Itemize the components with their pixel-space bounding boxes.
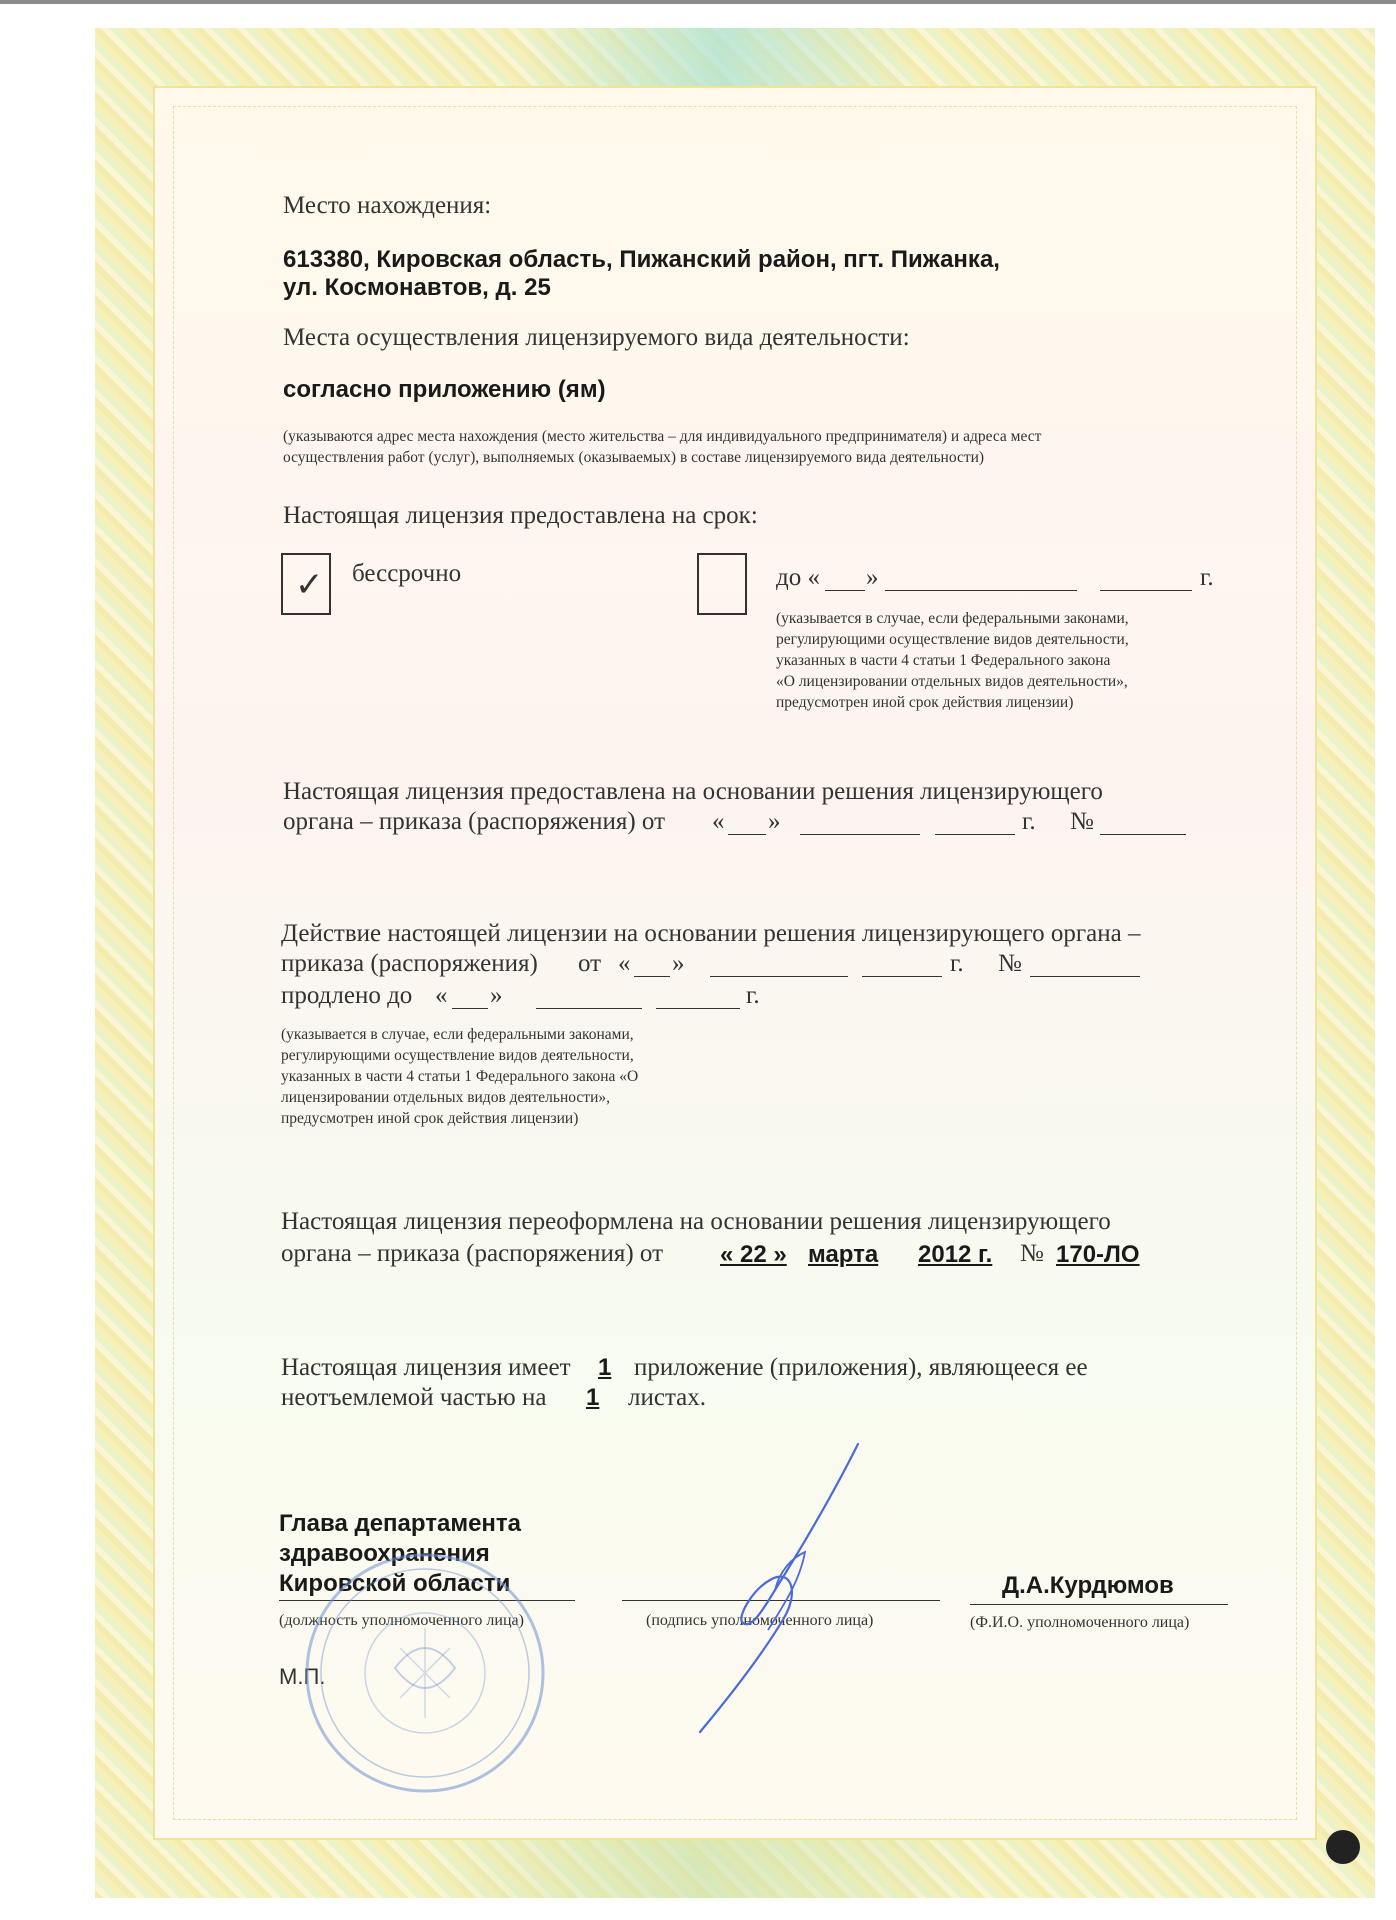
appendix-line-1b: приложение (приложения), являющееся ее xyxy=(634,1354,1088,1381)
name-caption: (Ф.И.О. уполномоченного лица) xyxy=(970,1614,1190,1631)
until-year-suffix: г. xyxy=(1200,564,1214,591)
extension-line-1: Действие настоящей лицензии на основании решения лицензирующего органа – xyxy=(281,920,1141,947)
extension-year-suffix: г. xyxy=(950,950,964,977)
extension-until-year-line xyxy=(656,1008,740,1009)
term-label: Настоящая лицензия предоставлена на срок: xyxy=(283,502,758,529)
unlimited-checkbox[interactable] xyxy=(281,553,331,615)
reissue-number: 170-ЛО xyxy=(1056,1241,1140,1268)
position-caption: (должность уполномоченного лица) xyxy=(279,1612,524,1629)
extension-year-line xyxy=(862,976,942,977)
handwritten-signature xyxy=(680,1440,880,1740)
activity-places-note-2: осуществления работ (услуг), выполняемых (оказываемых) в составе лицензируемого вида деятельности) xyxy=(283,449,985,466)
appendix-line-1a: Настоящая лицензия имеет xyxy=(281,1354,571,1381)
activity-places-value: согласно приложению (ям) xyxy=(283,376,606,403)
punch-hole xyxy=(1326,1830,1360,1864)
top-ornament xyxy=(520,28,920,86)
appendix-line-2a: неотъемлемой частью на xyxy=(281,1384,547,1411)
seal-label: М.П. xyxy=(279,1664,326,1689)
extension-note-1: (указывается в случае, если федеральными законами, xyxy=(281,1026,634,1043)
until-prefix: до « xyxy=(776,564,820,591)
extension-until-month-line xyxy=(536,1008,642,1009)
appendix-line-2b: листах. xyxy=(628,1384,707,1411)
bottom-ornament xyxy=(420,1840,980,1898)
basis-number-line xyxy=(1100,834,1186,835)
extension-month-line xyxy=(710,976,848,977)
signature-caption: (подпись уполномоченного лица) xyxy=(646,1612,874,1629)
extension-from: от xyxy=(578,950,602,977)
official-seal xyxy=(300,1548,550,1798)
extension-line-2: приказа (распоряжения) xyxy=(281,950,538,977)
activity-places-note-1: (указываются адрес места нахождения (место жительства – для индивидуального предпринимателя) и адреса мест xyxy=(283,428,1042,445)
basis-line-1: Настоящая лицензия предоставлена на основании решения лицензирующего xyxy=(283,778,1103,805)
check-mark-icon: ✓ xyxy=(295,565,324,605)
term-note-3: указанных в части 4 статьи 1 Федерального закона xyxy=(776,652,1111,669)
term-note-5: предусмотрен иной срок действия лицензии) xyxy=(776,694,1074,711)
basis-quote-open: « xyxy=(712,808,725,835)
until-day-line xyxy=(825,590,865,591)
term-note-1: (указывается в случае, если федеральными законами, xyxy=(776,610,1129,627)
extension-until-quote-open: « xyxy=(435,982,448,1009)
basis-line-2: органа – приказа (распоряжения) от xyxy=(283,808,666,835)
signer-name: Д.А.Курдюмов xyxy=(1002,1572,1174,1599)
until-year-line xyxy=(1100,590,1192,591)
extension-day-line xyxy=(634,976,670,977)
extension-until-year-suffix: г. xyxy=(746,982,760,1009)
reissue-line-2: органа – приказа (распоряжения) от xyxy=(281,1240,664,1267)
until-checkbox[interactable] xyxy=(697,553,747,615)
reissue-month: марта xyxy=(808,1241,879,1268)
term-note-4: «О лицензировании отдельных видов деятельности», xyxy=(776,673,1128,690)
basis-year-suffix: г. xyxy=(1022,808,1036,835)
position-line-3: Кировской области xyxy=(279,1570,511,1597)
extension-line-3: продлено до xyxy=(281,982,413,1009)
scan-top-edge xyxy=(0,0,1396,4)
until-month-line xyxy=(885,590,1077,591)
extension-number-line xyxy=(1030,976,1140,977)
position-line-1: Глава департамента xyxy=(279,1510,522,1537)
extension-quote-open: « xyxy=(618,950,631,977)
basis-year-line xyxy=(935,834,1015,835)
position-line-2: здравоохранения xyxy=(279,1540,490,1567)
until-quote-close: » xyxy=(866,564,879,591)
extension-note-5: предусмотрен иной срок действия лицензии) xyxy=(281,1110,579,1127)
activity-places-label: Места осуществления лицензируемого вида деятельности: xyxy=(283,324,910,351)
extension-quote-close: » xyxy=(672,950,685,977)
extension-number-sign: № xyxy=(998,950,1022,977)
reissue-year: 2012 г. xyxy=(918,1241,993,1268)
term-note-2: регулирующими осуществление видов деятельности, xyxy=(776,631,1129,648)
appendix-count: 1 xyxy=(598,1354,612,1381)
appendix-sheets: 1 xyxy=(586,1384,600,1411)
basis-number-sign: № xyxy=(1070,808,1094,835)
location-label: Место нахождения: xyxy=(283,192,492,219)
reissue-number-sign: № xyxy=(1020,1240,1044,1267)
reissue-day: « 22 » xyxy=(720,1241,787,1268)
reissue-line-1: Настоящая лицензия переоформлена на основании решения лицензирующего xyxy=(281,1208,1111,1235)
extension-note-4: лицензировании отдельных видов деятельности», xyxy=(281,1089,610,1106)
extension-note-2: регулирующими осуществление видов деятельности, xyxy=(281,1047,634,1064)
basis-quote-close: » xyxy=(768,808,781,835)
address-line-2: ул. Космонавтов, д. 25 xyxy=(283,274,551,301)
basis-day-line xyxy=(728,834,766,835)
name-line xyxy=(970,1604,1228,1605)
extension-until-day-line xyxy=(452,1008,488,1009)
extension-until-quote-close: » xyxy=(490,982,503,1009)
unlimited-label: бессрочно xyxy=(352,560,462,587)
extension-note-3: указанных в части 4 статьи 1 Федерального закона «О xyxy=(281,1068,639,1085)
basis-month-line xyxy=(800,834,920,835)
address-line-1: 613380, Кировская область, Пижанский район, пгт. Пижанка, xyxy=(283,246,1000,273)
